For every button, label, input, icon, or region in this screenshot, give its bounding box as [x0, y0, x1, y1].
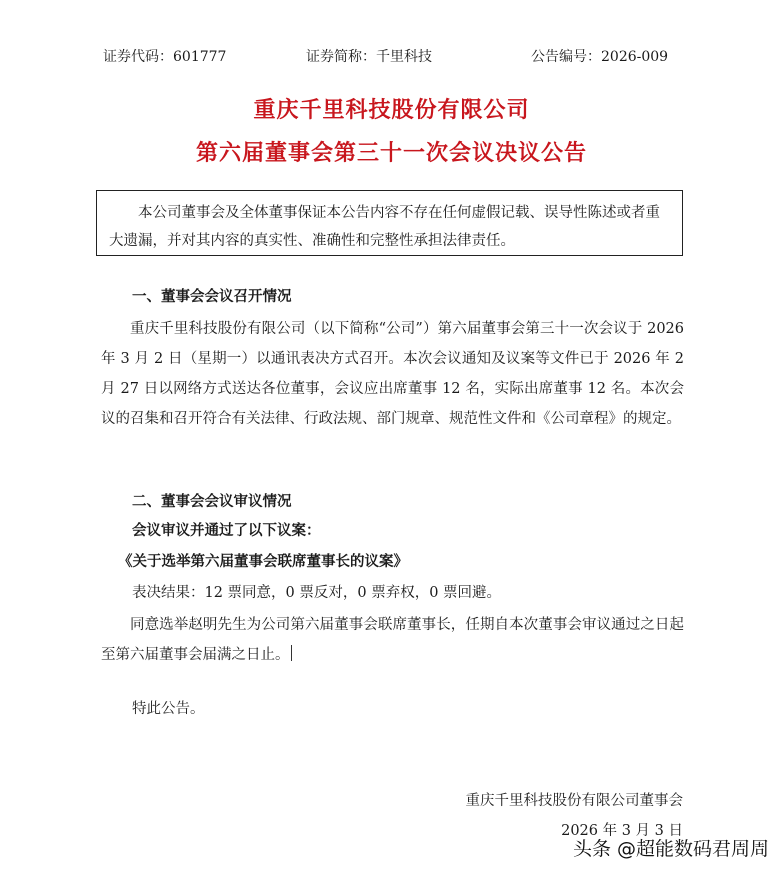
section-1-body: 重庆千里科技股份有限公司（以下简称“公司”）第六届董事会第三十一次会议于 2026 年 3 月 2 日（星期一）以通讯表决方式召开。本次会议通知及议案等文件已于 2026 年 2 月 27 日以网络方式送达各位董事，会议应出席董事 12 名，实际出席董事 12 名。本次会议的召集和召开符合有关法律、行政法规、部门规章、规范性文件和《公司章程》的规定。: [101, 321, 684, 427]
section-2-heading: 二、董事会会议审议情况: [132, 494, 292, 510]
text-cursor: [291, 645, 292, 661]
company-title: 重庆千里科技股份有限公司: [253, 98, 530, 123]
closing-text: 特此公告。: [132, 701, 205, 717]
stock-short-name: 证券简称：千里科技: [306, 49, 432, 65]
disclaimer-box: [96, 190, 683, 256]
signature-date: 2026 年 3 月 3 日: [561, 823, 683, 839]
vote-result: 表决结果：12 票同意，0 票反对，0 票弃权，0 票回避。: [132, 585, 502, 601]
disclaimer-text: 本公司董事会及全体董事保证本公告内容不存在任何虚假记载、误导性陈述或者重大遗漏，并对其内容的真实性、准确性和完整性承担法律责任。: [109, 205, 660, 249]
resolution-text: [101, 610, 684, 670]
motion-title: 《关于选举第六届董事会联席董事长的议案》: [118, 554, 408, 570]
resolution-content: 同意选举赵明先生为公司第六届董事会联席董事长，任期自本次董事会审议通过之日起至第六届董事会届满之日止。: [101, 617, 684, 663]
approved-line: 会议审议并通过了以下议案：: [132, 523, 321, 539]
notice-title: 第六届董事会第三十一次会议决议公告: [195, 141, 587, 166]
board-signature: 重庆千里科技股份有限公司董事会: [465, 793, 683, 809]
stock-code: 证券代码：601777: [103, 49, 227, 65]
notice-number: 公告编号：2026-009: [531, 49, 669, 65]
watermark: 头条 @超能数码君周周: [572, 838, 769, 860]
section-1-heading: 一、董事会会议召开情况: [132, 289, 292, 305]
